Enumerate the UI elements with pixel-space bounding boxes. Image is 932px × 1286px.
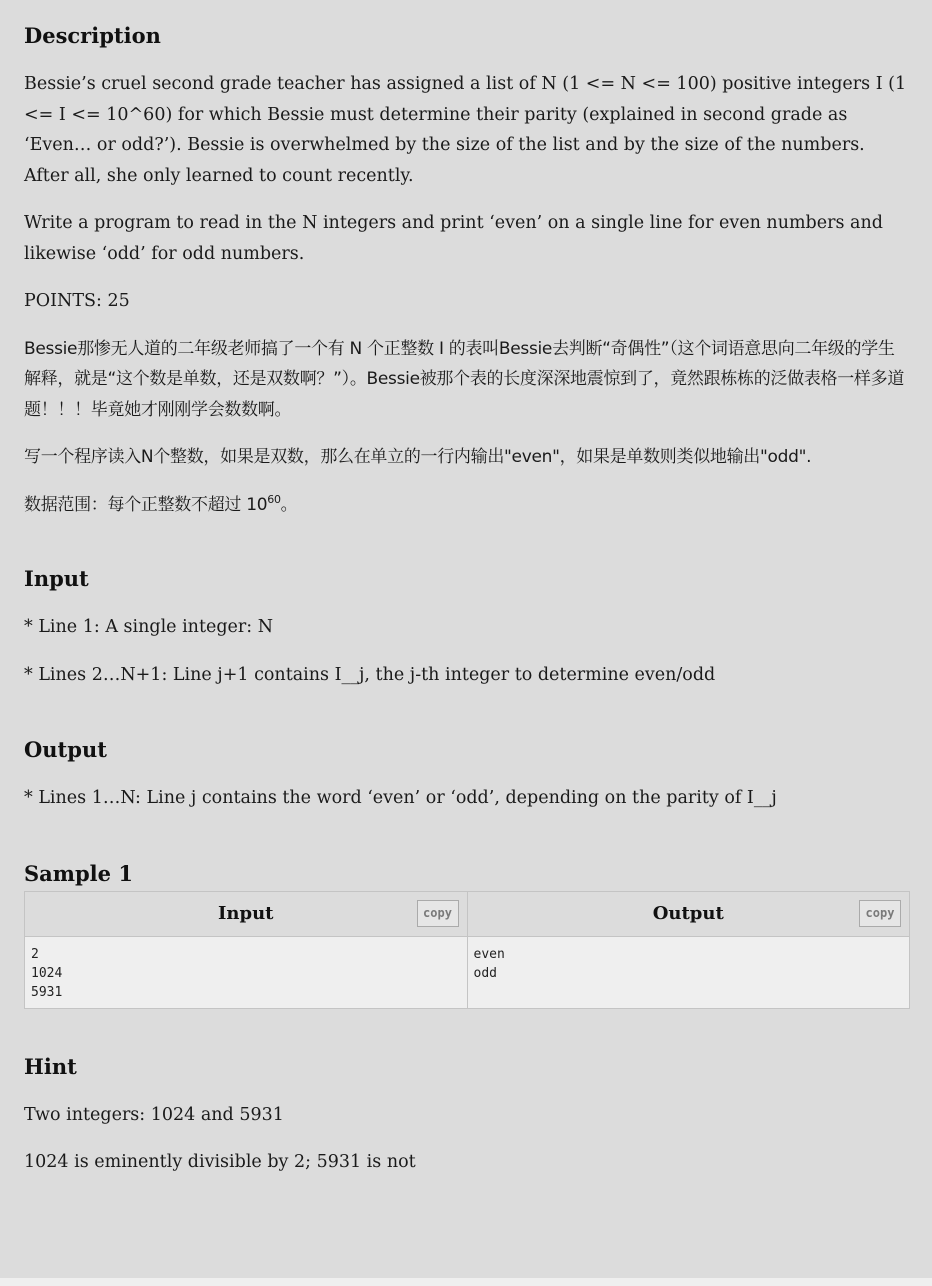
data-range-prefix: 数据范围：每个正整数不超过 10: [24, 494, 268, 515]
sample-input-text[interactable]: 2 1024 5931: [31, 946, 63, 1000]
hint-line-2: 1024 is eminently divisible by 2; 5931 is not: [24, 1152, 416, 1172]
sample-input-header-label: Input: [218, 903, 274, 924]
sample-input-cell: [25, 936, 468, 1008]
sample-output-header: [467, 891, 910, 936]
sample-table: [24, 891, 910, 1009]
data-range-suffix: 。: [280, 494, 298, 515]
data-range-text: [24, 490, 910, 521]
sample-input-header: [25, 891, 468, 936]
output-heading: Output: [24, 737, 107, 762]
input-line-1: * Line 1: A single integer: N: [24, 617, 274, 637]
input-heading: Input: [24, 566, 89, 591]
description-cn-paragraph-1: Bessie那惨无人道的二年级老师搞了一个有 N 个正整数 I 的表叫Bessie去判断“奇偶性”（这个词语意思向二年级的学生解释，就是“这个数是单数，还是双数啊？”）。Bessie被那个表的长度深深地震惊到了，竟然跟栋栋的泛做表格一样多道题！！！毕竟她才刚刚学会数数啊。: [24, 338, 905, 420]
copy-output-button[interactable]: copy: [859, 900, 901, 927]
sample-output-text[interactable]: even odd: [473, 946, 505, 981]
sample-heading: Sample 1: [24, 860, 133, 886]
sample-output-header-label: Output: [652, 903, 724, 924]
copy-input-button[interactable]: copy: [417, 900, 459, 927]
data-range-exponent: 60: [267, 492, 281, 506]
sample-output-cell: [467, 936, 910, 1008]
output-line-1: * Lines 1…N: Line j contains the word ‘even’ or ‘odd’, depending on the parity of I__j: [24, 788, 777, 808]
hint-heading: Hint: [24, 1053, 77, 1079]
description-paragraph-1: Bessie’s cruel second grade teacher has assigned a list of N (1 <= N <= 100) positive integers I (1 <= I <= 10^60) for which Bessie must determine their parity (explained in second grade as ‘Even… or odd?’). Bessie is overwhelmed by the size of the list and by the size of the numbers. After all, she only learned to count recently.: [24, 74, 907, 186]
input-line-2: * Lines 2…N+1: Line j+1 contains I__j, the j-th integer to determine even/odd: [24, 664, 716, 685]
description-cn-paragraph-2: 写一个程序读入N个整数，如果是双数，那么在单立的一行内输出"even"，如果是单数则类似地输出"odd".: [24, 447, 812, 467]
hint-line-1: Two integers: 1024 and 5931: [24, 1104, 284, 1125]
description-heading: Description: [24, 23, 161, 48]
description-paragraph-2: Write a program to read in the N integers and print ‘even’ on a single line for even numbers and likewise ‘odd’ for odd numbers.: [24, 213, 883, 264]
points-text: POINTS: 25: [24, 291, 130, 311]
